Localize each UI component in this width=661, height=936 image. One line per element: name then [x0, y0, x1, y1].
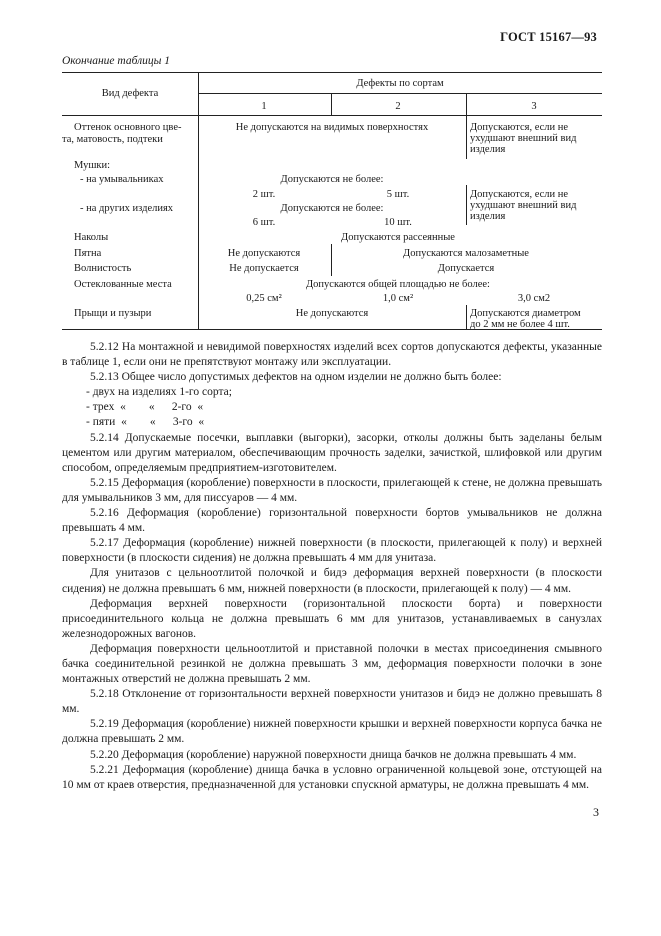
paragraph: Для унитазов с цельноотлитой полочкой и бидэ деформация верхней поверхности (в плоскости сидения) не должна превышать 6 мм, нижней поверхности (в плоскости, прилегающей к полу) — 4 мм. — [62, 567, 602, 595]
header-defect-type: Вид дефекта — [101, 88, 159, 99]
paragraph: Деформация поверхности цельноотлитой и приставной полочки в местах присоединения смывного бачка соединительной резинкой не должна превышать 3 мм, деформация поверхности полочки в зоне монтажных отверстий не должна превышать 2 мм. — [62, 642, 602, 686]
row-label: та, матовость, подтеки — [62, 134, 163, 145]
row-label: - на умывальниках — [80, 174, 164, 185]
body-text — [62, 340, 602, 793]
header-sort-1: 1 — [261, 101, 267, 112]
cell-value: Допускается — [437, 263, 495, 274]
cell-value: изделия — [470, 211, 506, 222]
header-bottom-rule — [62, 115, 602, 116]
cell-value: Допускаются, если не — [470, 189, 569, 200]
paragraph: 5.2.21 Деформация (коробление) днища бачка в условно ограниченной кольцевой зоне, отстующей на 10 мм от краев отверстия, предназначенной для установки спускной арматуры, не должна превышать 4 мм. — [62, 763, 602, 791]
page-number: 3 — [593, 805, 599, 819]
cell-value: Не допускаются — [227, 248, 301, 259]
column-rule-3-head — [466, 93, 467, 115]
cell-value: Допускаются не более: — [280, 203, 384, 214]
column-rule-2-r6 — [331, 259, 332, 276]
header-defects-by-sort: Дефекты по сортам — [356, 78, 444, 89]
cell-value: 6 шт. — [252, 217, 276, 228]
cell-value: Не допускаются — [295, 308, 369, 319]
table-top-rule — [62, 72, 602, 73]
paragraph: 5.2.15 Деформация (коробление) поверхности в плоскости, прилегающей к стене, не должна превышать для умывальников 3 мм, для писсуаров — 4 мм. — [62, 476, 602, 504]
list-item: - трех « « 2-го « — [86, 401, 204, 414]
cell-value: Допускаются рассеянные — [341, 232, 455, 243]
row-label: - на других изделиях — [80, 203, 174, 214]
cell-value: 3,0 см2 — [517, 293, 551, 304]
row-label: Мушки: — [74, 160, 111, 171]
paragraph: 5.2.17 Деформация (коробление) нижней поверхности (в плоскости, прилегающей к полу) и верхней поверхности (в плоскости сидения) не должна превышать 4 мм для унитаза. — [62, 537, 602, 565]
cell-value: Допускаются малозаметные — [403, 248, 529, 259]
cell-value: 10 шт. — [384, 217, 412, 228]
column-rule-3-r8 — [466, 305, 467, 330]
cell-value: ухудшают внешний вид — [470, 200, 577, 211]
paragraph: 5.2.12 На монтажной и невидимой поверхностях изделий всех сортов допускаются дефекты, указанные в таблице 1, если они не препятствуют монтажу или эксплуатации. — [62, 341, 602, 369]
cell-value: Допускаются, если не — [470, 122, 569, 133]
row-label: Волнистость — [74, 263, 132, 274]
column-rule-1 — [198, 72, 199, 330]
list-item: - пяти « « 3-го « — [86, 416, 205, 429]
cell-value: 5 шт. — [386, 189, 410, 200]
column-rule-2-head — [331, 93, 332, 115]
paragraph: Деформация верхней поверхности (горизонтальной плоскости борта) и поверхности присоединительного кольца не должна превышать 6 мм для унитазов, устанавливаемых в санузлах железнодорожных вагонов. — [62, 597, 602, 640]
row-label: Остеклованные места — [74, 279, 172, 290]
row-label: Пятна — [74, 248, 102, 259]
row-label: Прыщи и пузыри — [74, 308, 152, 319]
row-label: Наколы — [74, 232, 109, 243]
table-caption: Окончание таблицы 1 — [62, 55, 170, 67]
paragraph: 5.2.20 Деформация (коробление) наружной поверхности днища бачков не должна превышать 4 мм. — [90, 748, 577, 761]
paragraph: 5.2.16 Деформация (коробление) горизонтальной поверхности бортов умывальников не должна превышать 4 мм. — [62, 507, 602, 535]
column-rule-3-r1 — [466, 115, 467, 159]
header-mid-rule — [198, 93, 602, 94]
cell-value: 2 шт. — [252, 189, 276, 200]
header-sort-2: 2 — [395, 101, 401, 112]
paragraph: 5.2.19 Деформация (коробление) нижней поверхности крышки и верхней поверхности корпуса бачка не должна превышать 2 мм. — [62, 718, 602, 746]
cell-value: Допускаются не более: — [280, 174, 384, 185]
column-rule-3-r2 — [466, 185, 467, 225]
document-header: ГОСТ 15167—93 — [500, 30, 597, 44]
cell-value: Не допускаются на видимых поверхностях — [235, 122, 429, 133]
cell-value: 1,0 см² — [382, 293, 414, 304]
defects-table — [62, 72, 602, 330]
row-label: Оттенок основного цве- — [74, 122, 182, 133]
list-item: - двух на изделиях 1-го сорта; — [86, 386, 232, 399]
cell-value: до 2 мм не более 4 шт. — [470, 319, 570, 330]
paragraph: 5.2.14 Допускаемые посечки, выплавки (выгорки), засорки, отколы должны быть заделаны белым цементом или другим материалом, обеспечивающим прочность заделки, зачисткой, шлифовкой или другим способом, определяемым предприятием-изготовителем. — [62, 431, 602, 474]
cell-value: Допускаются диаметром — [470, 308, 581, 319]
cell-value: Допускаются общей площадью не более: — [306, 279, 490, 290]
cell-value: ухудшают внешний вид — [470, 133, 577, 144]
cell-value: Не допускается — [229, 263, 299, 274]
cell-value: изделия — [470, 144, 506, 155]
paragraph: 5.2.18 Отклонение от горизонтальности верхней поверхности унитазов и бидэ не должно превышать 8 мм. — [62, 688, 602, 716]
paragraph: 5.2.13 Общее число допустимых дефектов на одном изделии не должно быть более: — [90, 371, 502, 384]
header-sort-3: 3 — [531, 101, 537, 112]
cell-value: 0,25 см² — [246, 293, 282, 304]
